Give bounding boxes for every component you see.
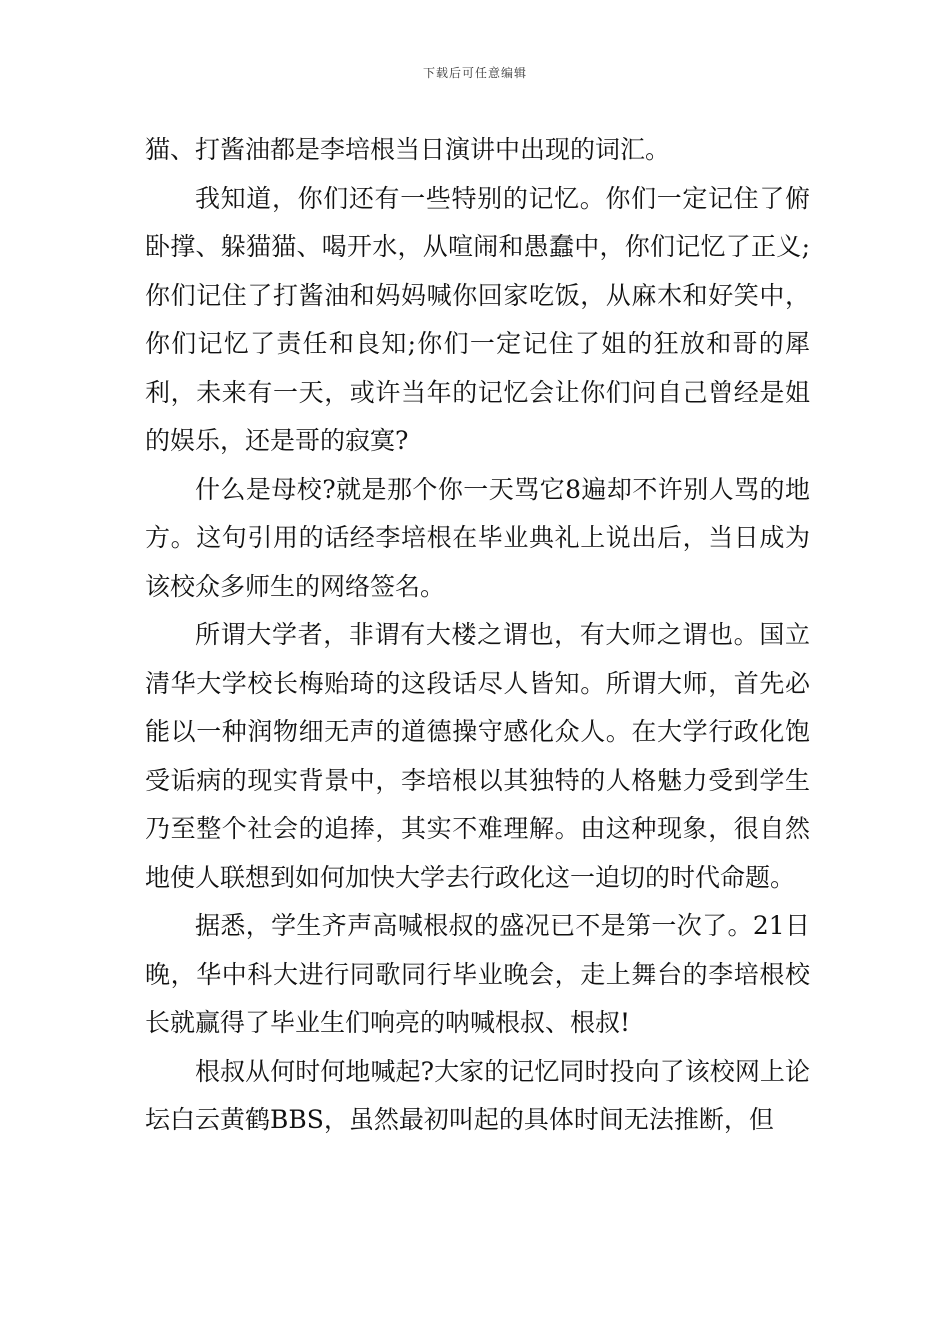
paragraph-4: 所谓大学者，非谓有大楼之谓也，有大师之谓也。国立清华大学校长梅贻琦的这段话尽人皆知。所谓大师，首先必能以一种润物细无声的道德操守感化众人。在大学行政化饱受诟病的现实背景中，李培根以其独特的人格魅力受到学生乃至整个社会的追捧，其实不难理解。由这种现象，很自然地使人联想到如何加快大学去行政化这一迫切的时代命题。 [145,620,810,892]
paragraph-6: 根叔从何时何地喊起?大家的记忆同时投向了该校网上论坛白云黄鹤BBS，虽然最初叫起的具体时间无法推断，但 [145,1056,810,1134]
paragraph-5: 据悉，学生齐声高喊根叔的盛况已不是第一次了。21日晚，华中科大进行同歌同行毕业晚会，走上舞台的李培根校长就赢得了毕业生们响亮的呐喊根叔、根叔! [145,911,810,1037]
paragraph-2: 我知道，你们还有一些特别的记忆。你们一定记住了俯卧撑、躲猫猫、喝开水，从喧闹和愚蠢中，你们记忆了正义;你们记住了打酱油和妈妈喊你回家吃饭，从麻木和好笑中，你们记忆了责任和良知;你们一定记住了姐的狂放和哥的犀利，未来有一天，或许当年的记忆会让你们问自己曾经是姐的娱乐，还是哥的寂寞? [145,183,810,455]
page-header-note: 下载后可任意编辑 [422,66,527,80]
paragraph-3: 什么是母校?就是那个你一天骂它8遍却不许别人骂的地方。这句引用的话经李培根在毕业典礼上说出后，当日成为该校众多师生的网络签名。 [145,474,810,601]
document-body [145,126,810,1145]
paragraph-1: 猫、打酱油都是李培根当日演讲中出现的词汇。 [145,135,671,164]
